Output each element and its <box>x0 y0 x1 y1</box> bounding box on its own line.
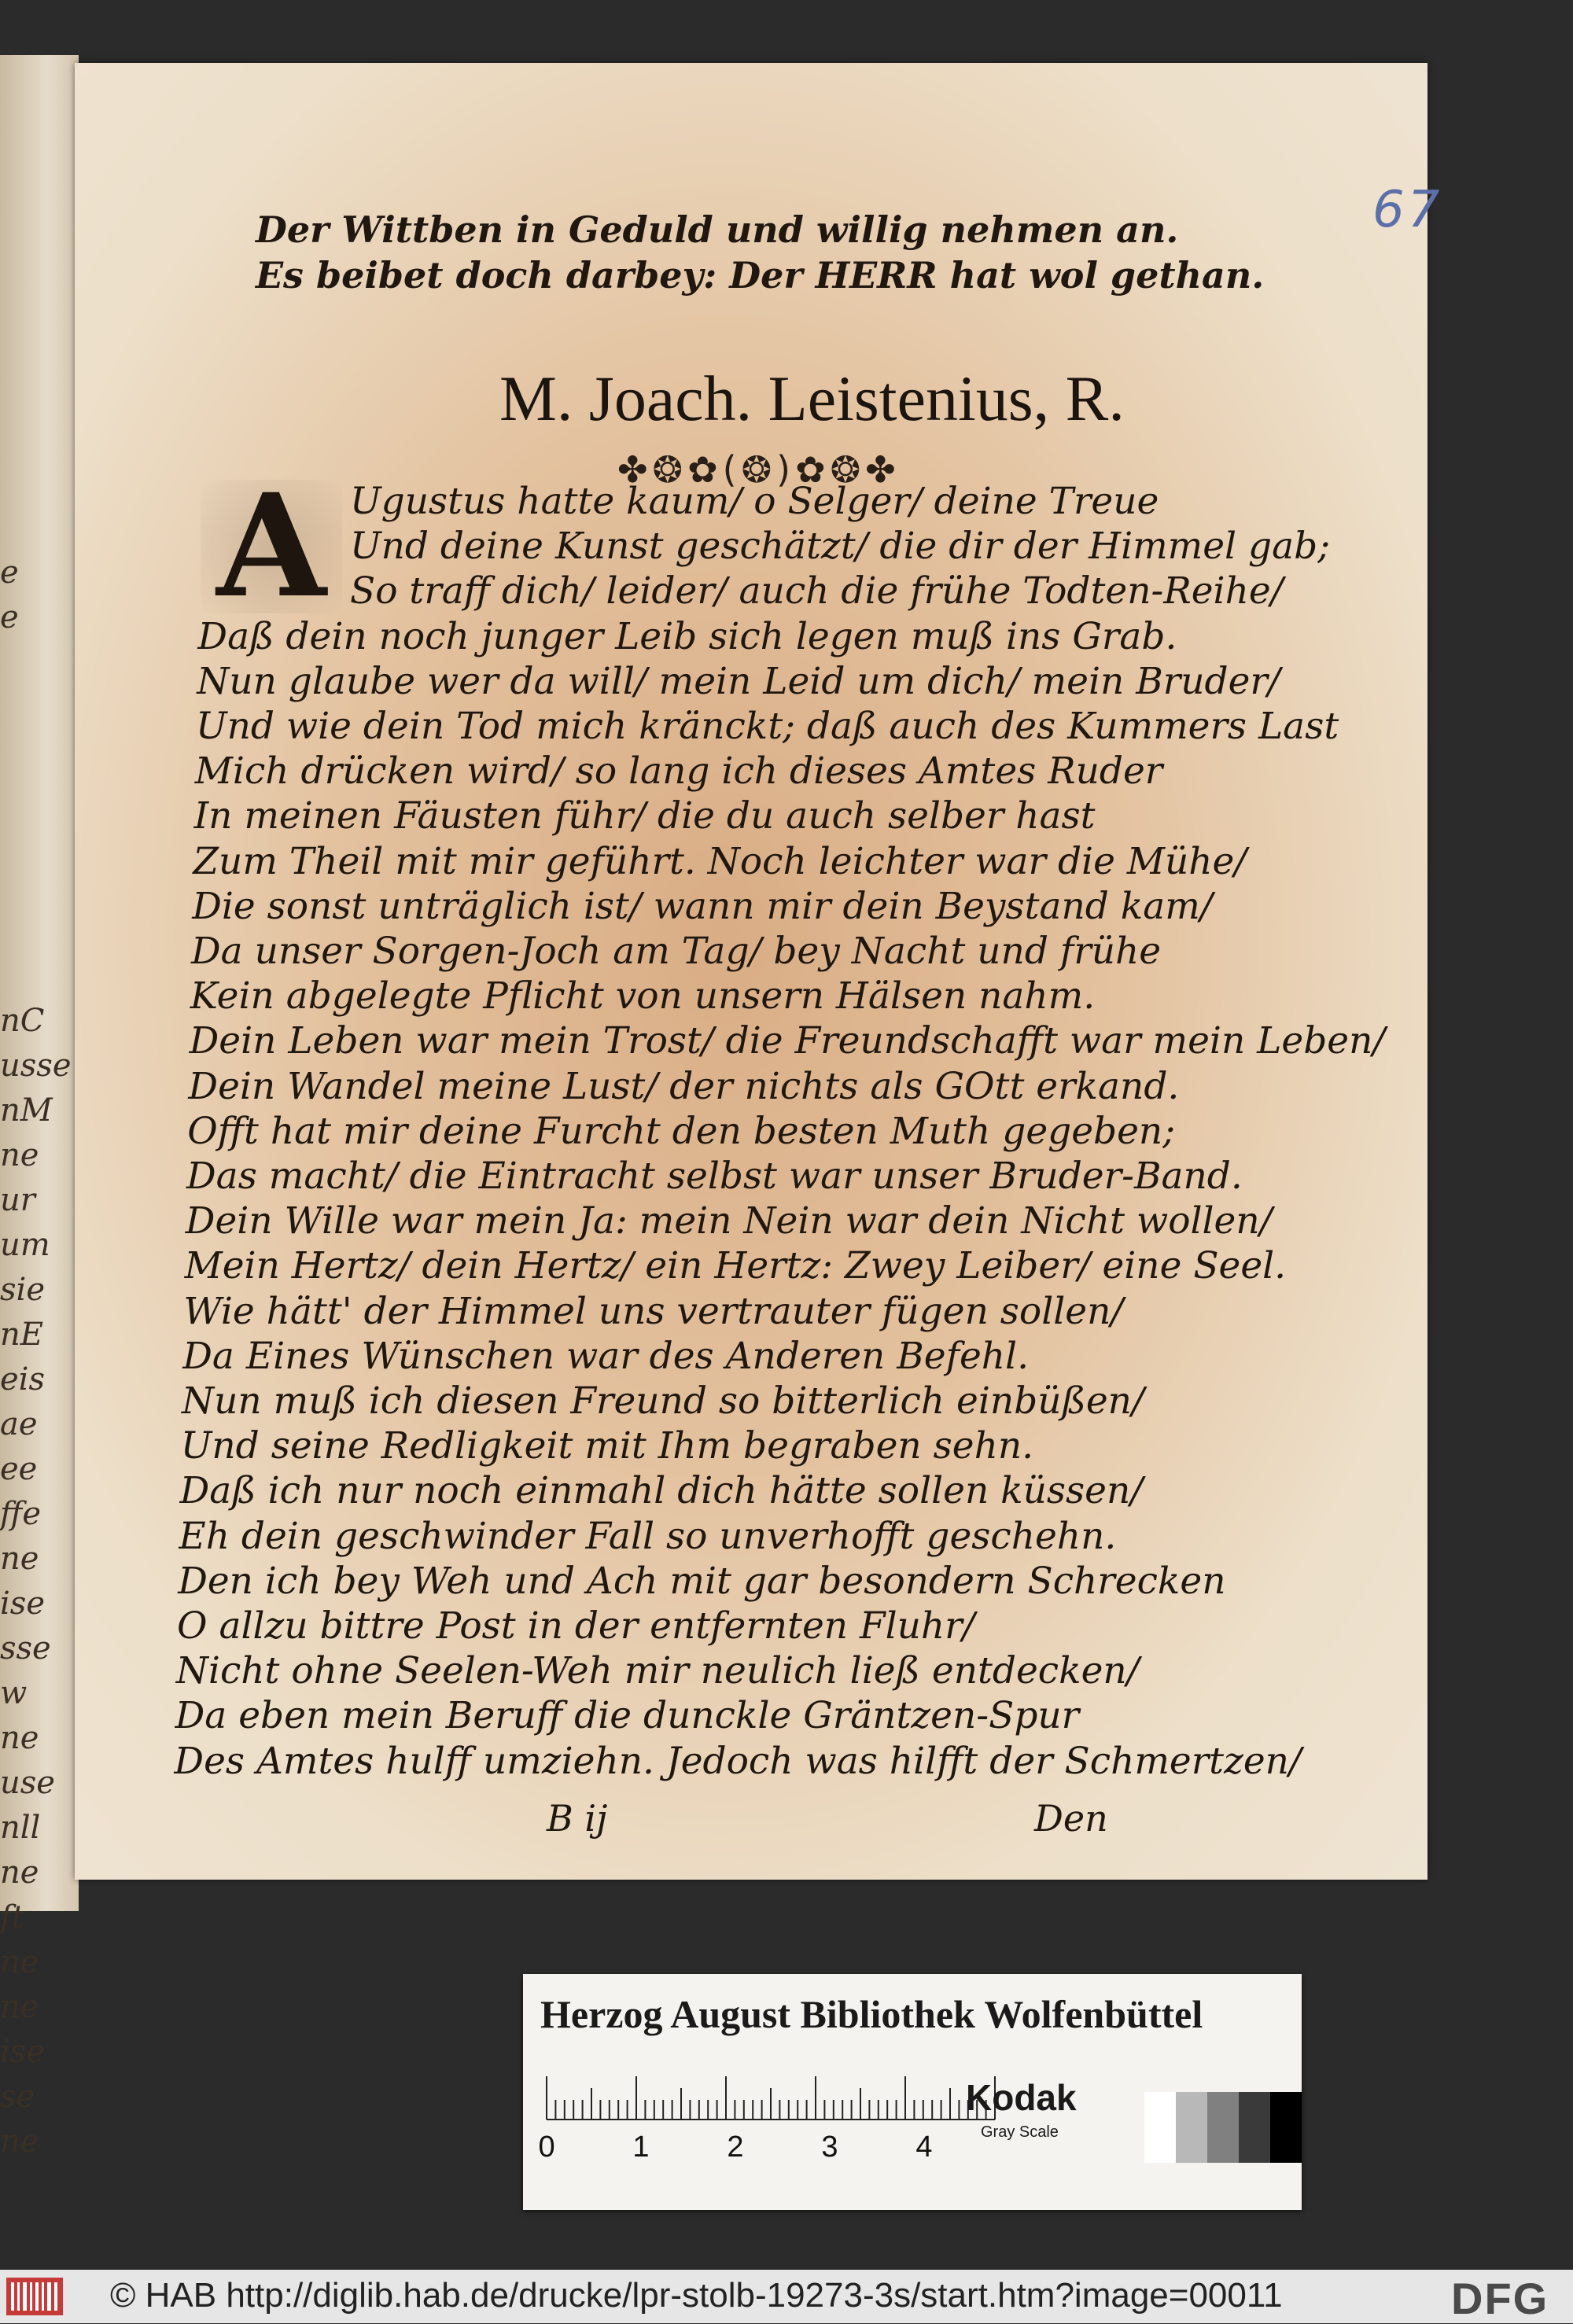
intro-line-1: Der Wittben in Geduld und willig nehmen an. <box>256 208 1179 251</box>
adjacent-page-fragment: sse <box>0 1630 51 1667</box>
adjacent-page-fragment: sie <box>0 1272 45 1308</box>
poem-line: Daß ich nur noch einmahl dich hätte sollen küssen/ <box>179 1469 1144 1513</box>
adjacent-page-fragment: um <box>0 1227 50 1263</box>
source-url[interactable]: © HAB http://diglib.hab.de/drucke/lpr-stolb-19273-3s/start.htm?image=00011 <box>110 2276 1283 2315</box>
ruler-label: 3 <box>821 2131 838 2163</box>
adjacent-page-fragment <box>0 775 75 819</box>
page-number: 67 <box>1372 181 1443 239</box>
poem-line: So traff dich/ leider/ auch die frühe Todten-Reihe/ <box>350 569 1284 613</box>
poem-line: Offt hat mir deine Furcht den besten Muth gegeben; <box>187 1109 1176 1153</box>
poem-line: Dein Leben war mein Trost/ die Freundschafft war mein Leben/ <box>189 1019 1386 1063</box>
adjacent-page-fragment <box>0 640 75 685</box>
gray-swatches <box>1144 2092 1302 2163</box>
adjacent-page-fragment: ne <box>0 1541 39 1577</box>
adjacent-page-fragment: e <box>0 554 19 591</box>
adjacent-page-fragment <box>0 730 75 775</box>
decorative-ornament: ✤❂✿(❂)✿❂✤ <box>617 448 901 491</box>
poem-line: Daß dein noch junger Leib sich legen muß ins Grab. <box>197 614 1177 658</box>
poem-line: Nun glaube wer da will/ mein Leid um dich/ mein Bruder/ <box>197 659 1280 703</box>
catchword: Den <box>1034 1797 1108 1840</box>
poem-line: Zum Theil mit mir geführt. Noch leichter war die Mühe/ <box>193 839 1247 883</box>
poem-line: Mich drücken wird/ so lang ich dieses Amtes Ruder <box>194 749 1163 794</box>
adjacent-page-edge <box>0 55 79 2160</box>
footer-bar <box>0 2270 1573 2323</box>
poem-line: In meinen Fäusten führ/ die du auch selber hast <box>193 794 1096 838</box>
adjacent-page-fragment: w <box>0 1675 28 1711</box>
adjacent-page-fragment: e <box>0 599 19 635</box>
poem-line: Nicht ohne Seelen-Weh mir neulich ließ entdecken/ <box>175 1649 1140 1693</box>
adjacent-page-fragment: ne <box>0 1854 39 1891</box>
poem-line: Dein Wille war mein Ja: mein Nein war dein Nicht wollen/ <box>185 1199 1273 1243</box>
adjacent-page-fragments <box>0 551 75 2164</box>
intro-line-2: Es beibet doch darbey: Der HERR hat wol gethan. <box>256 254 1265 296</box>
adjacent-page-fragment: ee <box>0 1451 38 1487</box>
adjacent-page-fragment: eis <box>0 1361 45 1398</box>
adjacent-page-fragment: ur <box>0 1182 35 1218</box>
adjacent-page-fragment: ae <box>0 1406 38 1442</box>
poem-line: Die sonst unträglich ist/ wann mir dein Beystand kam/ <box>192 884 1213 928</box>
adjacent-page-fragment: use <box>0 1765 55 1801</box>
adjacent-page-fragment: ft <box>0 1899 24 1935</box>
ruler-label: 2 <box>727 2131 744 2163</box>
adjacent-page-fragment <box>0 819 75 864</box>
poem-line: Eh dein geschwinder Fall so unverhofft geschehn. <box>179 1514 1117 1558</box>
gray-scale-label: Gray Scale <box>981 2123 1059 2141</box>
adjacent-page-fragment: nC <box>0 1003 45 1039</box>
poem-line: Dein Wandel meine Lust/ der nichts als GOtt erkand. <box>188 1064 1180 1108</box>
adjacent-page-fragment: nll <box>0 1810 41 1846</box>
scale-ruler <box>539 2061 1003 2163</box>
poem-line: O allzu bittre Post in der entfernten Fluhr/ <box>177 1604 975 1648</box>
ruler-label: 4 <box>915 2131 933 2163</box>
poem-line: Ugustus hatte kaum/ o Selger/ deine Treue <box>350 480 1159 523</box>
poem-line: Und deine Kunst geschätzt/ die dir der Himmel gab; <box>350 525 1331 569</box>
poem-line: Nun muß ich diesen Freund so bitterlich einbüßen/ <box>182 1379 1144 1423</box>
author-signature: M. Joach. Leistenius, R. <box>499 363 1125 434</box>
adjacent-page-fragment: nE <box>0 1317 43 1353</box>
document-page <box>75 63 1443 1880</box>
poem-line: Kein abgelegte Pflicht von unsern Hälsen nahm. <box>190 974 1096 1018</box>
adjacent-page-fragment: ne <box>0 2123 39 2160</box>
kodak-logo: Kodak <box>966 2077 1077 2118</box>
gray-swatch <box>1176 2092 1207 2163</box>
adjacent-page-fragment: ise <box>0 2034 45 2070</box>
adjacent-page-fragment: ne <box>0 1944 39 1980</box>
poem-line: Das macht/ die Eintracht selbst war unser Bruder-Band. <box>186 1155 1243 1198</box>
adjacent-page-fragment: ne <box>0 1720 39 1756</box>
poem-line: Mein Hertz/ dein Hertz/ ein Hertz: Zwey Leiber/ eine Seel. <box>184 1244 1287 1288</box>
barcode-icon <box>6 2278 63 2315</box>
ruler-graphic <box>539 2061 1003 2163</box>
poem-line: Wie hätt' der Himmel uns vertrauter fügen sollen/ <box>183 1289 1124 1333</box>
adjacent-page-fragment: usse <box>0 1048 72 1084</box>
dfg-logo: DFG <box>1451 2274 1549 2323</box>
signature-mark: B ij <box>547 1797 608 1840</box>
gray-swatch <box>1270 2092 1302 2163</box>
adjacent-page-fragment: se <box>0 2079 35 2115</box>
poem-line: Des Amtes hulff umziehn. Jedoch was hilfft der Schmertzen/ <box>174 1739 1302 1783</box>
poem-line: Da unser Sorgen-Joch am Tag/ bey Nacht und frühe <box>191 930 1162 973</box>
adjacent-page-fragment: ne <box>0 1989 39 2025</box>
poem-line: Und seine Redligkeit mit Ihm begraben sehn. <box>180 1424 1034 1468</box>
poem-line: Und wie dein Tod mich kränckt; daß auch des Kummers Last <box>196 705 1339 748</box>
adjacent-page-fragment <box>0 685 75 730</box>
ruler-label: 0 <box>539 2131 555 2163</box>
color-reference-card <box>523 1974 1302 2210</box>
adjacent-page-fragment <box>0 954 75 999</box>
ruler-label: 1 <box>632 2131 650 2163</box>
adjacent-page-fragment <box>0 864 75 909</box>
adjacent-page-fragment: ne <box>0 1137 39 1173</box>
poem-line: Den ich bey Weh und Ach mit gar besondern Schrecken <box>178 1559 1226 1603</box>
adjacent-page-fragment: ise <box>0 1586 45 1622</box>
adjacent-page-fragment: ffe <box>0 1496 42 1532</box>
decorated-initial: A <box>201 480 342 613</box>
library-name: Herzog August Bibliothek Wolfenbüttel <box>540 1992 1203 2036</box>
gray-swatch <box>1144 2092 1176 2163</box>
poem-line: Da eben mein Beruff die dunckle Gräntzen-Spur <box>175 1694 1080 1738</box>
adjacent-page-fragment: nM <box>0 1092 53 1129</box>
gray-swatch <box>1239 2092 1270 2163</box>
adjacent-page-fragment <box>0 909 75 954</box>
poem-line: Da Eines Wünschen war des Anderen Befehl. <box>182 1334 1030 1378</box>
gray-swatch <box>1207 2092 1239 2163</box>
